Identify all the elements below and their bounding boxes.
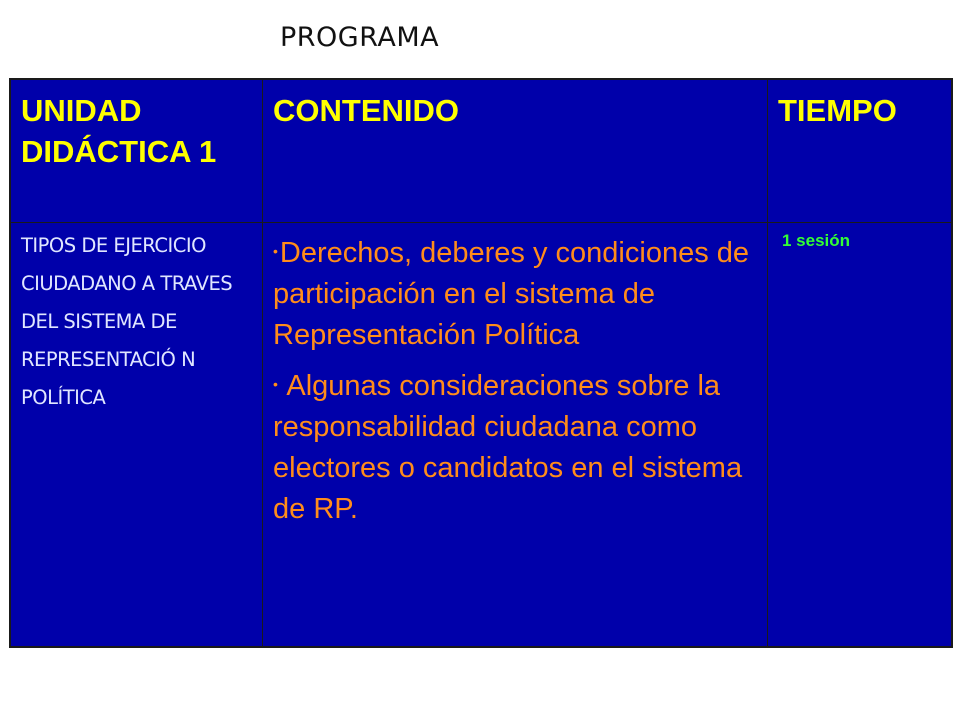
bullet-icon: • (273, 243, 278, 259)
header-time: TIEMPO (768, 80, 951, 223)
content-item-text: Algunas consideraciones sobre la responsabilidad ciudadana como electores o candidatos en el sistema de RP. (273, 370, 743, 525)
bullet-icon: • (273, 376, 278, 392)
header-unit: UNIDAD DIDÁCTICA 1 (11, 80, 263, 223)
program-table (9, 78, 953, 648)
content-cell (263, 223, 768, 646)
content-item-text: Derechos, deberes y condiciones de participación en el sistema de Representación Política (273, 237, 750, 351)
unit-cell: TIPOS DE EJERCICIO CIUDADANO A TRAVES DEL SISTEMA DE REPRESENTACIÓ N POLÍTICA (11, 223, 263, 646)
list-item (273, 231, 757, 356)
header-content: CONTENIDO (263, 80, 768, 223)
list-item (273, 364, 757, 530)
time-cell: 1 sesión (782, 231, 851, 250)
slide-title: PROGRAMA (280, 22, 440, 53)
content-list (273, 231, 757, 530)
